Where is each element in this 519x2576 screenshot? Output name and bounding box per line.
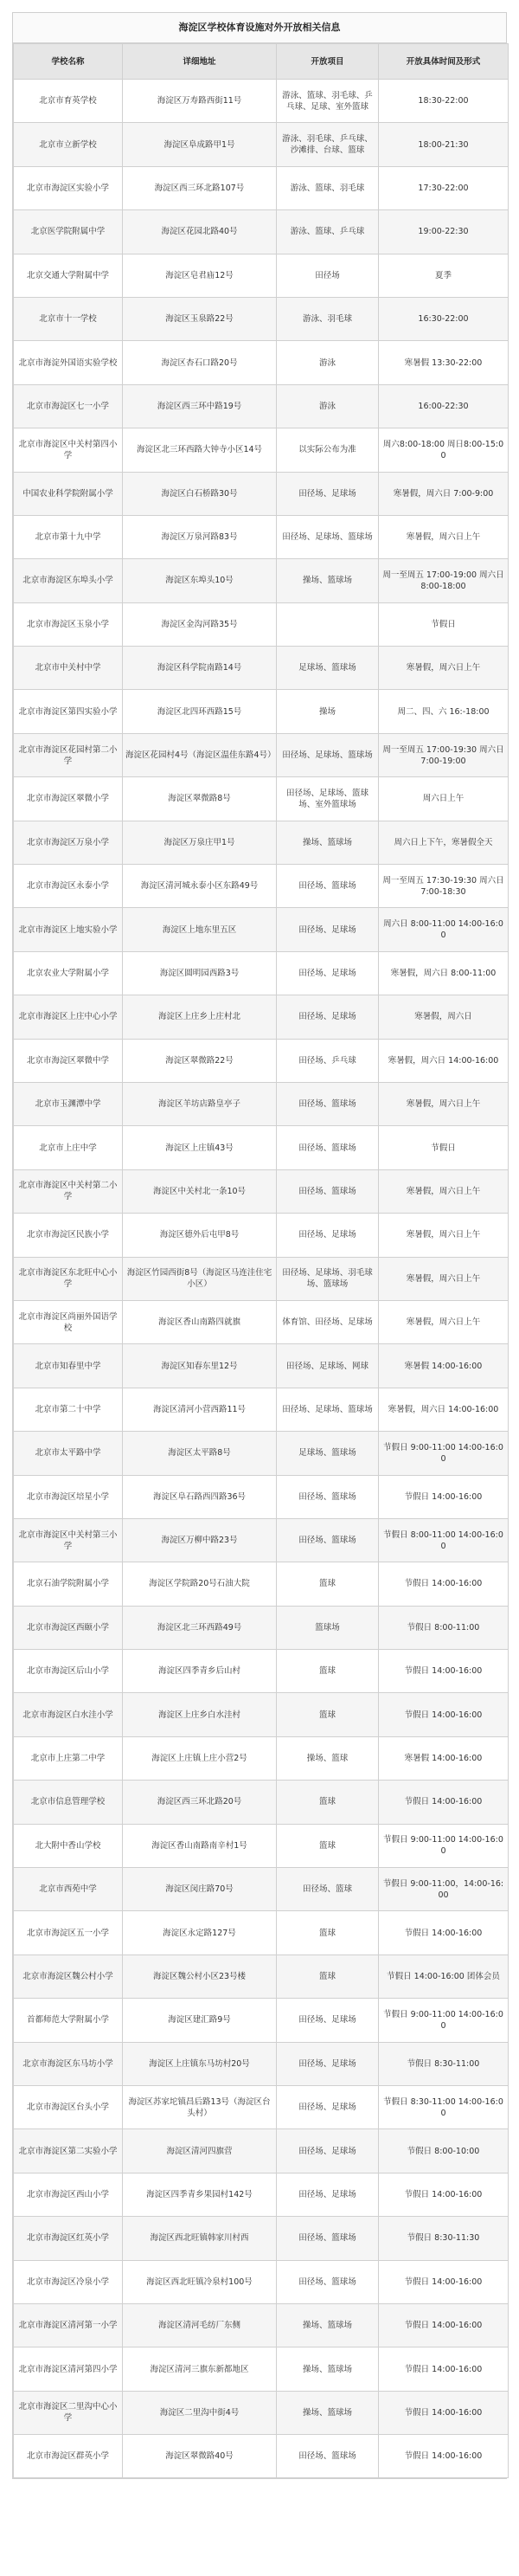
cell-address: 海淀区上庄乡上庄村北	[123, 995, 277, 1039]
cell-items: 田径场、足球场、羽毛球场、篮球场	[277, 1257, 379, 1300]
cell-items: 田径场、篮球场	[277, 865, 379, 908]
cell-address: 海淀区四季青乡后山村	[123, 1650, 277, 1693]
cell-school: 北京市海淀外国语实验学校	[14, 341, 123, 384]
cell-items: 游泳、篮球、羽毛球、乒乓球、足球、室外篮球	[277, 80, 379, 123]
cell-time: 节假日 14:00-16:00	[379, 1693, 509, 1736]
cell-time: 节假日 9:00-11:00 14:00-16:00	[379, 1824, 509, 1867]
cell-school: 首都师范大学附属小学	[14, 1999, 123, 2042]
cell-address: 海淀区东埠头10号	[123, 559, 277, 602]
cell-school: 北京市海淀区第四实验小学	[14, 690, 123, 733]
cell-time: 周一至周五 17:30-19:30 周六日 7:00-18:30	[379, 865, 509, 908]
cell-address: 海淀区建汇路9号	[123, 1999, 277, 2042]
cell-time: 周六日上午	[379, 777, 509, 821]
cell-time: 节假日	[379, 1126, 509, 1169]
cell-address: 海淀区花园村4号（海淀区温佳东路4号）	[123, 733, 277, 776]
cell-address: 海淀区香山南路南辛村1号	[123, 1824, 277, 1867]
table-row	[14, 1606, 509, 1649]
table-row	[14, 2303, 509, 2347]
table-row	[14, 428, 509, 472]
cell-school: 北京市海淀区东北旺中心小学	[14, 1257, 123, 1300]
cell-items: 篮球	[277, 1781, 379, 1824]
header-row	[14, 44, 509, 80]
cell-school: 北京市海淀区中关村第三小学	[14, 1518, 123, 1562]
cell-address: 海淀区清河城永泰小区东路49号	[123, 865, 277, 908]
cell-school: 北京市海淀区西颐小学	[14, 1606, 123, 1649]
table-body	[14, 80, 509, 2478]
cell-time: 寒暑假，周六日上午	[379, 1214, 509, 1257]
cell-school: 北京市海淀区七一小学	[14, 384, 123, 428]
cell-items: 操场、篮球场	[277, 821, 379, 864]
cell-items: 田径场、篮球场	[277, 1169, 379, 1213]
cell-time: 寒暑假，周六日上午	[379, 1257, 509, 1300]
cell-items: 田径场	[277, 254, 379, 297]
cell-time: 节假日 14:00-16:00	[379, 1562, 509, 1606]
cell-address: 海淀区上庄镇东马坊村20号	[123, 2042, 277, 2085]
cell-items: 田径场、篮球场	[277, 1475, 379, 1518]
cell-address: 海淀区西北旺镇韩家川村西	[123, 2217, 277, 2260]
cell-school: 北京市海淀区东埠头小学	[14, 559, 123, 602]
table-row	[14, 777, 509, 821]
cell-time: 节假日 8:30-11:30	[379, 2217, 509, 2260]
cell-address: 海淀区上地东里五区	[123, 908, 277, 951]
cell-address: 海淀区竹园西街8号（海淀区马连洼住宅小区）	[123, 1257, 277, 1300]
cell-school: 北京市海淀区二里沟中心小学	[14, 2391, 123, 2434]
table-row	[14, 2042, 509, 2085]
cell-school: 北京市知春里中学	[14, 1344, 123, 1388]
cell-school: 北京市海淀区培星小学	[14, 1475, 123, 1518]
cell-school: 北京市上庄第二中学	[14, 1736, 123, 1780]
cell-address: 海淀区白石桥路30号	[123, 472, 277, 515]
cell-time: 寒暑假 14:00-16:00	[379, 1736, 509, 1780]
cell-time: 寒暑假，周六日 14:00-16:00	[379, 1388, 509, 1431]
cell-address: 海淀区清河四旗营	[123, 2129, 277, 2173]
cell-school: 北京市海淀区翠微小学	[14, 777, 123, 821]
cell-items: 田径场、篮球	[277, 1868, 379, 1911]
cell-items: 田径场、篮球场	[277, 1518, 379, 1562]
cell-time: 节假日 8:30-11:00 14:00-16:00	[379, 2085, 509, 2128]
cell-time: 节假日 14:00-16:00	[379, 2391, 509, 2434]
cell-items: 田径场、篮球场	[277, 2435, 379, 2478]
cell-time: 节假日 14:00-16:00	[379, 1475, 509, 1518]
cell-school: 北京市海淀区台头小学	[14, 2085, 123, 2128]
cell-address: 海淀区翠微路8号	[123, 777, 277, 821]
facilities-sheet	[12, 12, 507, 2479]
cell-school: 北京市第十九中学	[14, 515, 123, 558]
table-row	[14, 1257, 509, 1300]
page-title: 海淀区学校体育设施对外开放相关信息	[13, 13, 506, 43]
cell-time: 节假日 14:00-16:00	[379, 1781, 509, 1824]
table-row	[14, 690, 509, 733]
table-row	[14, 1039, 509, 1082]
table-row	[14, 1824, 509, 1867]
header-time: 开放具体时间及形式	[379, 44, 509, 80]
cell-address: 海淀区清河毛纺厂东侧	[123, 2303, 277, 2347]
cell-address: 海淀区清河三旗东新都地区	[123, 2347, 277, 2391]
cell-items: 篮球	[277, 1650, 379, 1693]
cell-time: 节假日 14:00-16:00	[379, 2347, 509, 2391]
cell-address: 海淀区西三环北路107号	[123, 166, 277, 209]
cell-address: 海淀区金沟河路35号	[123, 602, 277, 646]
table-row	[14, 1169, 509, 1213]
cell-school: 北京市海淀区永泰小学	[14, 865, 123, 908]
cell-time: 节假日 9:00-11:00，14:00-16:00	[379, 1868, 509, 1911]
cell-time: 节假日 14:00-16:00	[379, 2303, 509, 2347]
table-row	[14, 472, 509, 515]
table-row	[14, 1911, 509, 1955]
cell-school: 北京市海淀区玉泉小学	[14, 602, 123, 646]
cell-time: 寒暑假，周六日	[379, 995, 509, 1039]
table-row	[14, 80, 509, 123]
cell-items: 足球场、篮球场	[277, 647, 379, 690]
cell-school: 北京市海淀区中关村第二小学	[14, 1169, 123, 1213]
table-row	[14, 602, 509, 646]
cell-items: 田径场、乒乓球	[277, 1039, 379, 1082]
table-row	[14, 2129, 509, 2173]
cell-time: 寒暑假，周六日上午	[379, 1300, 509, 1343]
cell-items: 田径场、足球场	[277, 908, 379, 951]
cell-school: 北京市海淀区魏公村小学	[14, 1955, 123, 1998]
table-row	[14, 1126, 509, 1169]
table-row	[14, 254, 509, 297]
cell-address: 海淀区阜石路西四路36号	[123, 1475, 277, 1518]
cell-items: 田径场、篮球场	[277, 1082, 379, 1125]
cell-time: 周一至周五 17:00-19:00 周六日 8:00-18:00	[379, 559, 509, 602]
table-row	[14, 2391, 509, 2434]
table-row	[14, 1868, 509, 1911]
cell-time: 节假日 14:00-16:00	[379, 2260, 509, 2303]
table-row	[14, 1999, 509, 2042]
cell-address: 海淀区万寿路西街11号	[123, 80, 277, 123]
cell-items: 篮球	[277, 1955, 379, 1998]
cell-items: 足球场、篮球场	[277, 1432, 379, 1475]
cell-items: 操场	[277, 690, 379, 733]
cell-school: 北京市海淀区第二实验小学	[14, 2129, 123, 2173]
cell-address: 海淀区闵庄路70号	[123, 1868, 277, 1911]
cell-time: 16:00-22:30	[379, 384, 509, 428]
cell-time: 节假日 8:30-11:00	[379, 2042, 509, 2085]
cell-address: 海淀区知春东里12号	[123, 1344, 277, 1388]
table-row	[14, 2347, 509, 2391]
cell-time: 寒暑假，周六日上午	[379, 647, 509, 690]
cell-address: 海淀区学院路20号石油大院	[123, 1562, 277, 1606]
table-row	[14, 297, 509, 340]
cell-time: 夏季	[379, 254, 509, 297]
table-row	[14, 647, 509, 690]
cell-address: 海淀区永定路127号	[123, 1911, 277, 1955]
cell-school: 北京市海淀区中关村第四小学	[14, 428, 123, 472]
table-row	[14, 1693, 509, 1736]
cell-address: 海淀区上庄镇43号	[123, 1126, 277, 1169]
table-row	[14, 123, 509, 166]
cell-school: 中国农业科学院附属小学	[14, 472, 123, 515]
cell-items: 操场、篮球场	[277, 2303, 379, 2347]
cell-items: 田径场、足球场	[277, 2173, 379, 2216]
cell-time: 节假日 8:00-10:00	[379, 2129, 509, 2173]
cell-time: 节假日 8:00-11:00 14:00-16:00	[379, 1518, 509, 1562]
cell-time: 寒暑假 14:00-16:00	[379, 1344, 509, 1388]
cell-address: 海淀区四季青乡果园村142号	[123, 2173, 277, 2216]
cell-school: 北京市海淀区清河第一小学	[14, 2303, 123, 2347]
cell-items	[277, 602, 379, 646]
cell-time: 周六日 8:00-11:00 14:00-16:00	[379, 908, 509, 951]
cell-items: 田径场、足球场、篮球场	[277, 733, 379, 776]
cell-items: 田径场、足球场、网球	[277, 1344, 379, 1388]
cell-items: 田径场、足球场	[277, 2129, 379, 2173]
cell-school: 北京市育英学校	[14, 80, 123, 123]
cell-address: 海淀区北三环西路49号	[123, 1606, 277, 1649]
table-row	[14, 1562, 509, 1606]
cell-items: 田径场、足球场	[277, 951, 379, 995]
cell-school: 北京市海淀区上地实验小学	[14, 908, 123, 951]
cell-school: 北京市上庄中学	[14, 1126, 123, 1169]
cell-items: 操场、篮球	[277, 1736, 379, 1780]
cell-time: 寒暑假，周六日 8:00-11:00	[379, 951, 509, 995]
cell-address: 海淀区苏家坨镇昌后路13号（海淀区台头村）	[123, 2085, 277, 2128]
cell-items: 田径场、篮球场	[277, 1126, 379, 1169]
table-row	[14, 1432, 509, 1475]
cell-address: 海淀区圆明园西路3号	[123, 951, 277, 995]
cell-time: 17:30-22:00	[379, 166, 509, 209]
table-row	[14, 1650, 509, 1693]
cell-address: 海淀区中关村北一条10号	[123, 1169, 277, 1213]
cell-school: 北京市海淀区花园村第二小学	[14, 733, 123, 776]
table-row	[14, 1736, 509, 1780]
cell-school: 北京市海淀区冷泉小学	[14, 2260, 123, 2303]
cell-time: 寒暑假 13:30-22:00	[379, 341, 509, 384]
cell-time: 16:30-22:00	[379, 297, 509, 340]
cell-school: 北京市海淀区西山小学	[14, 2173, 123, 2216]
cell-address: 海淀区北四环西路15号	[123, 690, 277, 733]
header-address: 详细地址	[123, 44, 277, 80]
cell-time: 周六8:00-18:00 周日8:00-15:00	[379, 428, 509, 472]
cell-time: 节假日 9:00-11:00 14:00-16:00	[379, 1999, 509, 2042]
cell-items: 体育馆、田径场、足球场	[277, 1300, 379, 1343]
cell-items: 田径场、足球场、篮球场	[277, 1388, 379, 1431]
cell-school: 北京市西苑中学	[14, 1868, 123, 1911]
cell-school: 北京市中关村中学	[14, 647, 123, 690]
table-row	[14, 908, 509, 951]
cell-address: 海淀区西北旺镇冷泉村100号	[123, 2260, 277, 2303]
cell-address: 海淀区二里沟中街4号	[123, 2391, 277, 2434]
cell-school: 北京市太平路中学	[14, 1432, 123, 1475]
table-row	[14, 995, 509, 1039]
cell-address: 海淀区翠微路22号	[123, 1039, 277, 1082]
cell-time: 周二、四、六 16:-18:00	[379, 690, 509, 733]
cell-address: 海淀区皂君庙12号	[123, 254, 277, 297]
cell-time: 18:30-22:00	[379, 80, 509, 123]
cell-items: 田径场、足球场	[277, 995, 379, 1039]
table-row	[14, 1955, 509, 1998]
cell-time: 周一至周五 17:00-19:30 周六日 7:00-19:00	[379, 733, 509, 776]
table-row	[14, 2085, 509, 2128]
cell-time: 寒暑假，周六日上午	[379, 1082, 509, 1125]
cell-items: 以实际公布为准	[277, 428, 379, 472]
cell-items: 游泳、篮球、羽毛球	[277, 166, 379, 209]
cell-items: 操场、篮球场	[277, 559, 379, 602]
cell-school: 北京市海淀区尚丽外国语学校	[14, 1300, 123, 1343]
cell-items: 篮球	[277, 1562, 379, 1606]
cell-school: 北京市海淀区群英小学	[14, 2435, 123, 2478]
cell-school: 北京市海淀区五一小学	[14, 1911, 123, 1955]
cell-items: 操场、篮球场	[277, 2391, 379, 2434]
cell-items: 操场、篮球场	[277, 2347, 379, 2391]
cell-address: 海淀区太平路8号	[123, 1432, 277, 1475]
cell-school: 北京市海淀区实验小学	[14, 166, 123, 209]
cell-time: 节假日 14:00-16:00 团体会员	[379, 1955, 509, 1998]
table-row	[14, 559, 509, 602]
cell-time: 节假日	[379, 602, 509, 646]
cell-items: 田径场、足球场	[277, 1999, 379, 2042]
cell-address: 海淀区西三环中路19号	[123, 384, 277, 428]
cell-address: 海淀区万泉庄甲1号	[123, 821, 277, 864]
cell-school: 北京石油学院附属小学	[14, 1562, 123, 1606]
cell-address: 海淀区翠微路40号	[123, 2435, 277, 2478]
cell-address: 海淀区羊坊店路皇亭子	[123, 1082, 277, 1125]
cell-address: 海淀区魏公村小区23号楼	[123, 1955, 277, 1998]
cell-items: 篮球	[277, 1824, 379, 1867]
cell-school: 北京市玉渊潭中学	[14, 1082, 123, 1125]
cell-school: 北京市海淀区翠微中学	[14, 1039, 123, 1082]
cell-items: 游泳、篮球、乒乓球	[277, 210, 379, 254]
cell-items: 田径场、足球场	[277, 472, 379, 515]
cell-address: 海淀区万泉河路83号	[123, 515, 277, 558]
table-row	[14, 733, 509, 776]
cell-items: 田径场、篮球场	[277, 2260, 379, 2303]
cell-school: 北京市海淀区后山小学	[14, 1650, 123, 1693]
cell-items: 田径场、足球场、篮球场、室外篮球场	[277, 777, 379, 821]
table-row	[14, 166, 509, 209]
table-row	[14, 2435, 509, 2478]
table-row	[14, 2217, 509, 2260]
cell-school: 北京市海淀区上庄中心小学	[14, 995, 123, 1039]
cell-time: 寒暑假，周六日上午	[379, 515, 509, 558]
cell-address: 海淀区上庄乡白水洼村	[123, 1693, 277, 1736]
table-row	[14, 1518, 509, 1562]
table-row	[14, 384, 509, 428]
cell-school: 北大附中香山学校	[14, 1824, 123, 1867]
cell-address: 海淀区玉泉路22号	[123, 297, 277, 340]
table-row	[14, 1300, 509, 1343]
cell-school: 北京医学院附属中学	[14, 210, 123, 254]
cell-address: 海淀区阜成路甲1号	[123, 123, 277, 166]
facilities-table	[13, 43, 509, 2478]
cell-items: 游泳	[277, 384, 379, 428]
cell-items: 游泳、羽毛球、乒乓球、沙滩排、台球、篮球	[277, 123, 379, 166]
cell-time: 19:00-22:30	[379, 210, 509, 254]
cell-address: 海淀区德外后屯甲8号	[123, 1214, 277, 1257]
cell-school: 北京市信息管理学校	[14, 1781, 123, 1824]
cell-items: 田径场、足球场	[277, 1214, 379, 1257]
cell-items: 田径场、篮球场	[277, 2217, 379, 2260]
cell-time: 周六日上下午，寒暑假全天	[379, 821, 509, 864]
cell-time: 节假日 14:00-16:00	[379, 2435, 509, 2478]
cell-time: 节假日 8:00-11:00	[379, 1606, 509, 1649]
header-items: 开放项目	[277, 44, 379, 80]
header-school: 学校名称	[14, 44, 123, 80]
cell-address: 海淀区上庄镇上庄小营2号	[123, 1736, 277, 1780]
table-row	[14, 1214, 509, 1257]
cell-school: 北京市海淀区民族小学	[14, 1214, 123, 1257]
cell-items: 游泳、羽毛球	[277, 297, 379, 340]
cell-items: 田径场、足球场	[277, 2085, 379, 2128]
cell-school: 北京市十一学校	[14, 297, 123, 340]
table-row	[14, 2260, 509, 2303]
cell-address: 海淀区杏石口路20号	[123, 341, 277, 384]
cell-address: 海淀区科学院南路14号	[123, 647, 277, 690]
cell-address: 海淀区香山南路四就旗	[123, 1300, 277, 1343]
cell-time: 节假日 14:00-16:00	[379, 2173, 509, 2216]
table-row	[14, 821, 509, 864]
cell-items: 田径场、足球场	[277, 2042, 379, 2085]
cell-school: 北京市海淀区东马坊小学	[14, 2042, 123, 2085]
cell-time: 节假日 14:00-16:00	[379, 1911, 509, 1955]
cell-time: 寒暑假，周六日上午	[379, 1169, 509, 1213]
cell-address: 海淀区清河小营西路11号	[123, 1388, 277, 1431]
cell-items: 篮球	[277, 1911, 379, 1955]
cell-school: 北京市第二十中学	[14, 1388, 123, 1431]
table-row	[14, 1475, 509, 1518]
cell-time: 18:00-21:30	[379, 123, 509, 166]
cell-time: 寒暑假，周六日 14:00-16:00	[379, 1039, 509, 1082]
cell-school: 北京交通大学附属中学	[14, 254, 123, 297]
table-row	[14, 1082, 509, 1125]
cell-address: 海淀区万柳中路23号	[123, 1518, 277, 1562]
table-row	[14, 2173, 509, 2216]
cell-time: 节假日 14:00-16:00	[379, 1650, 509, 1693]
table-row	[14, 951, 509, 995]
cell-address: 海淀区西三环北路20号	[123, 1781, 277, 1824]
cell-items: 篮球场	[277, 1606, 379, 1649]
cell-address: 海淀区北三环西路大钟寺小区14号	[123, 428, 277, 472]
cell-items: 田径场、足球场、篮球场	[277, 515, 379, 558]
cell-time: 节假日 9:00-11:00 14:00-16:00	[379, 1432, 509, 1475]
table-row	[14, 1388, 509, 1431]
table-row	[14, 1344, 509, 1388]
cell-school: 北京市立新学校	[14, 123, 123, 166]
table-row	[14, 515, 509, 558]
cell-time: 寒暑假，周六日 7:00-9:00	[379, 472, 509, 515]
cell-school: 北京市海淀区白水洼小学	[14, 1693, 123, 1736]
table-row	[14, 341, 509, 384]
cell-items: 篮球	[277, 1693, 379, 1736]
cell-items: 游泳	[277, 341, 379, 384]
cell-school: 北京农业大学附属小学	[14, 951, 123, 995]
table-row	[14, 1781, 509, 1824]
cell-school: 北京市海淀区清河第四小学	[14, 2347, 123, 2391]
cell-school: 北京市海淀区万泉小学	[14, 821, 123, 864]
table-row	[14, 210, 509, 254]
cell-school: 北京市海淀区红英小学	[14, 2217, 123, 2260]
table-row	[14, 865, 509, 908]
cell-address: 海淀区花园北路40号	[123, 210, 277, 254]
